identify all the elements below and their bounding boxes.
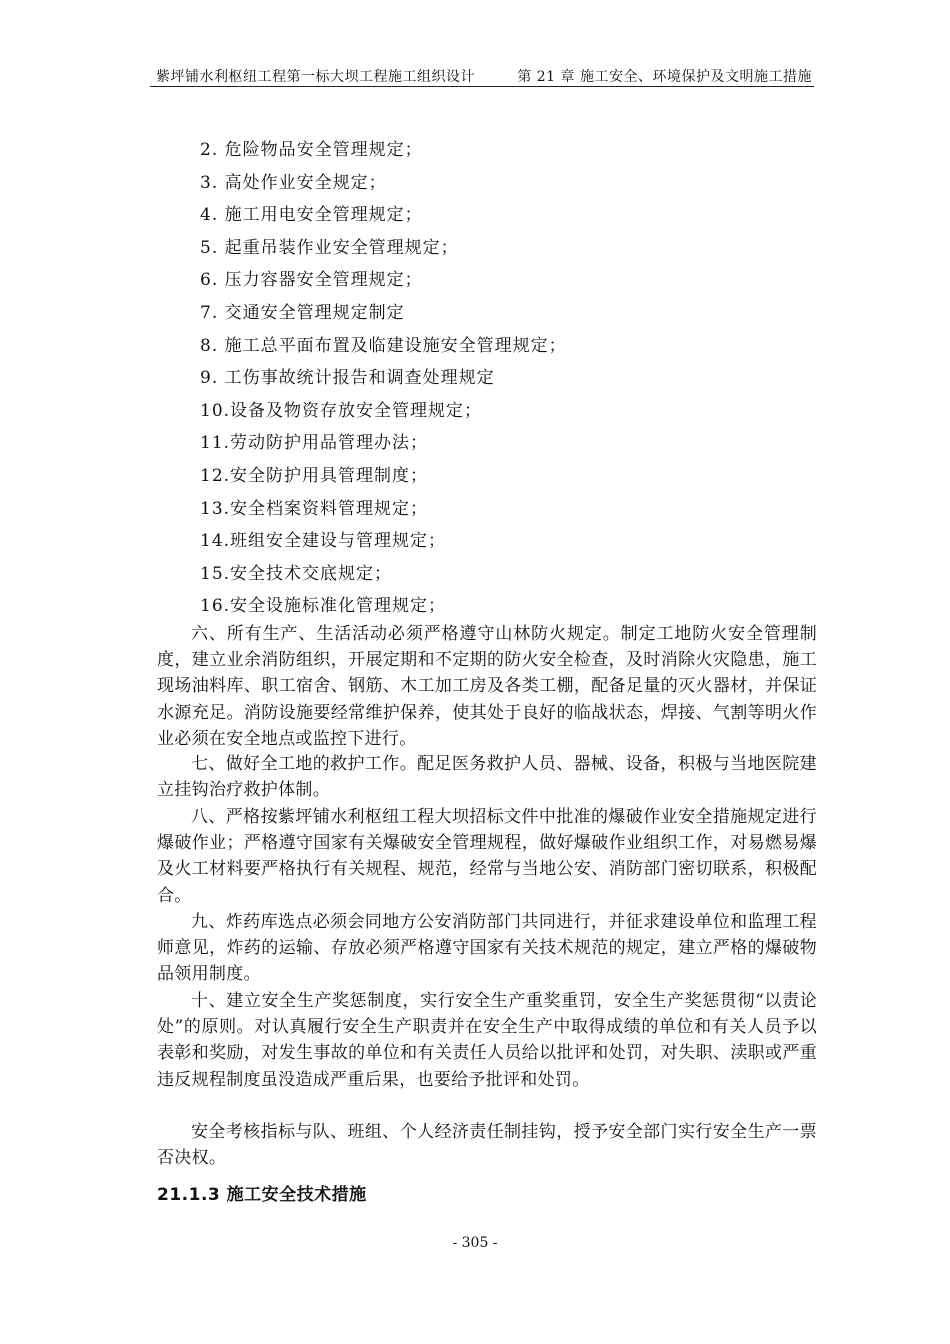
list-item: 4. 施工用电安全管理规定； <box>200 205 423 226</box>
paragraph-safety-assessment: 安全考核指标与队、班组、个人经济责任制挂钩，授予安全部门实行安全生产一票否决权。 <box>157 1122 817 1169</box>
list-item: 11.劳动防护用品管理办法； <box>200 433 429 454</box>
paragraph-fire-prevention: 六、所有生产、生活活动必须严格遵守山林防火规定。制定工地防火安全管理制度，建立业余消防组织，开展定期和不定期的防火安全检查，及时消除火灾隐患，施工现场油料库、职工宿舍、钢筋、木工加工房及各类工棚，配备足量的灭火器材，并保证水源充足。消防设施要经常维护保养，使其处于良好的临战状态，焊接、气割等明火作业必须在安全地点或监控下进行。 <box>157 624 817 749</box>
page-number: - 305 - <box>452 1235 498 1251</box>
paragraph-rewards-penalties: 十、建立安全生产奖惩制度，实行安全生产重奖重罚，安全生产奖惩贯彻“以责论处”的原则。对认真履行安全生产职责并在安全生产中取得成绩的单位和有关人员予以表彰和奖励，对发生事故的单位和有关责任人员给以批评和处罚，对失职、渎职或严重违反规程制度虽没造成严重后果，也要给予批评和处罚。 <box>157 991 817 1090</box>
paragraph-blasting: 八、严格按紫坪铺水利枢纽工程大坝招标文件中批准的爆破作业安全措施规定进行爆破作业；严格遵守国家有关爆破安全管理规程，做好爆破作业组织工作，对易燃易爆及火工材料要严格执行有关规程、规范，经常与当地公安、消防部门密切联系，积极配合。 <box>157 807 817 906</box>
list-item: 5. 起重吊装作业安全管理规定； <box>200 237 459 258</box>
list-item: 15.安全技术交底规定； <box>200 563 393 584</box>
list-item: 8. 施工总平面布置及临建设施安全管理规定； <box>200 335 567 356</box>
section-heading: 21.1.3 施工安全技术措施 <box>157 1185 367 1205</box>
paragraph-rescue: 七、做好全工地的救护工作。配足医务救护人员、器械、设备，积极与当地医院建立挂钩治疗救护体制。 <box>157 754 817 801</box>
header-chapter-title: 第 21 章 施工安全、环境保护及文明施工措施 <box>517 69 812 85</box>
page-header <box>150 64 814 87</box>
list-item: 13.安全档案资料管理规定； <box>200 498 429 519</box>
regulation-list <box>200 134 567 623</box>
list-item: 9. 工伤事故统计报告和调查处理规定 <box>200 368 495 389</box>
list-item: 3. 高处作业安全规定； <box>200 172 387 193</box>
paragraph-explosive-storage: 九、炸药库选点必须会同地方公安消防部门共同进行，并征求建设单位和监理工程师意见，炸药的运输、存放必须严格遵守国家有关技术规范的规定，建立严格的爆破物品领用制度。 <box>157 912 817 985</box>
header-document-title: 紫坪铺水利枢纽工程第一标大坝工程施工组织设计 <box>156 69 475 85</box>
list-item: 7. 交通安全管理规定制定 <box>200 302 405 323</box>
list-item: 12.安全防护用具管理制度； <box>200 465 429 486</box>
list-item: 10.设备及物资存放安全管理规定； <box>200 400 483 421</box>
list-item: 6. 压力容器安全管理规定； <box>200 270 423 291</box>
list-item: 14.班组安全建设与管理规定； <box>200 531 447 552</box>
list-item: 2. 危险物品安全管理规定； <box>200 140 423 160</box>
list-item: 16.安全设施标准化管理规定； <box>200 596 447 617</box>
